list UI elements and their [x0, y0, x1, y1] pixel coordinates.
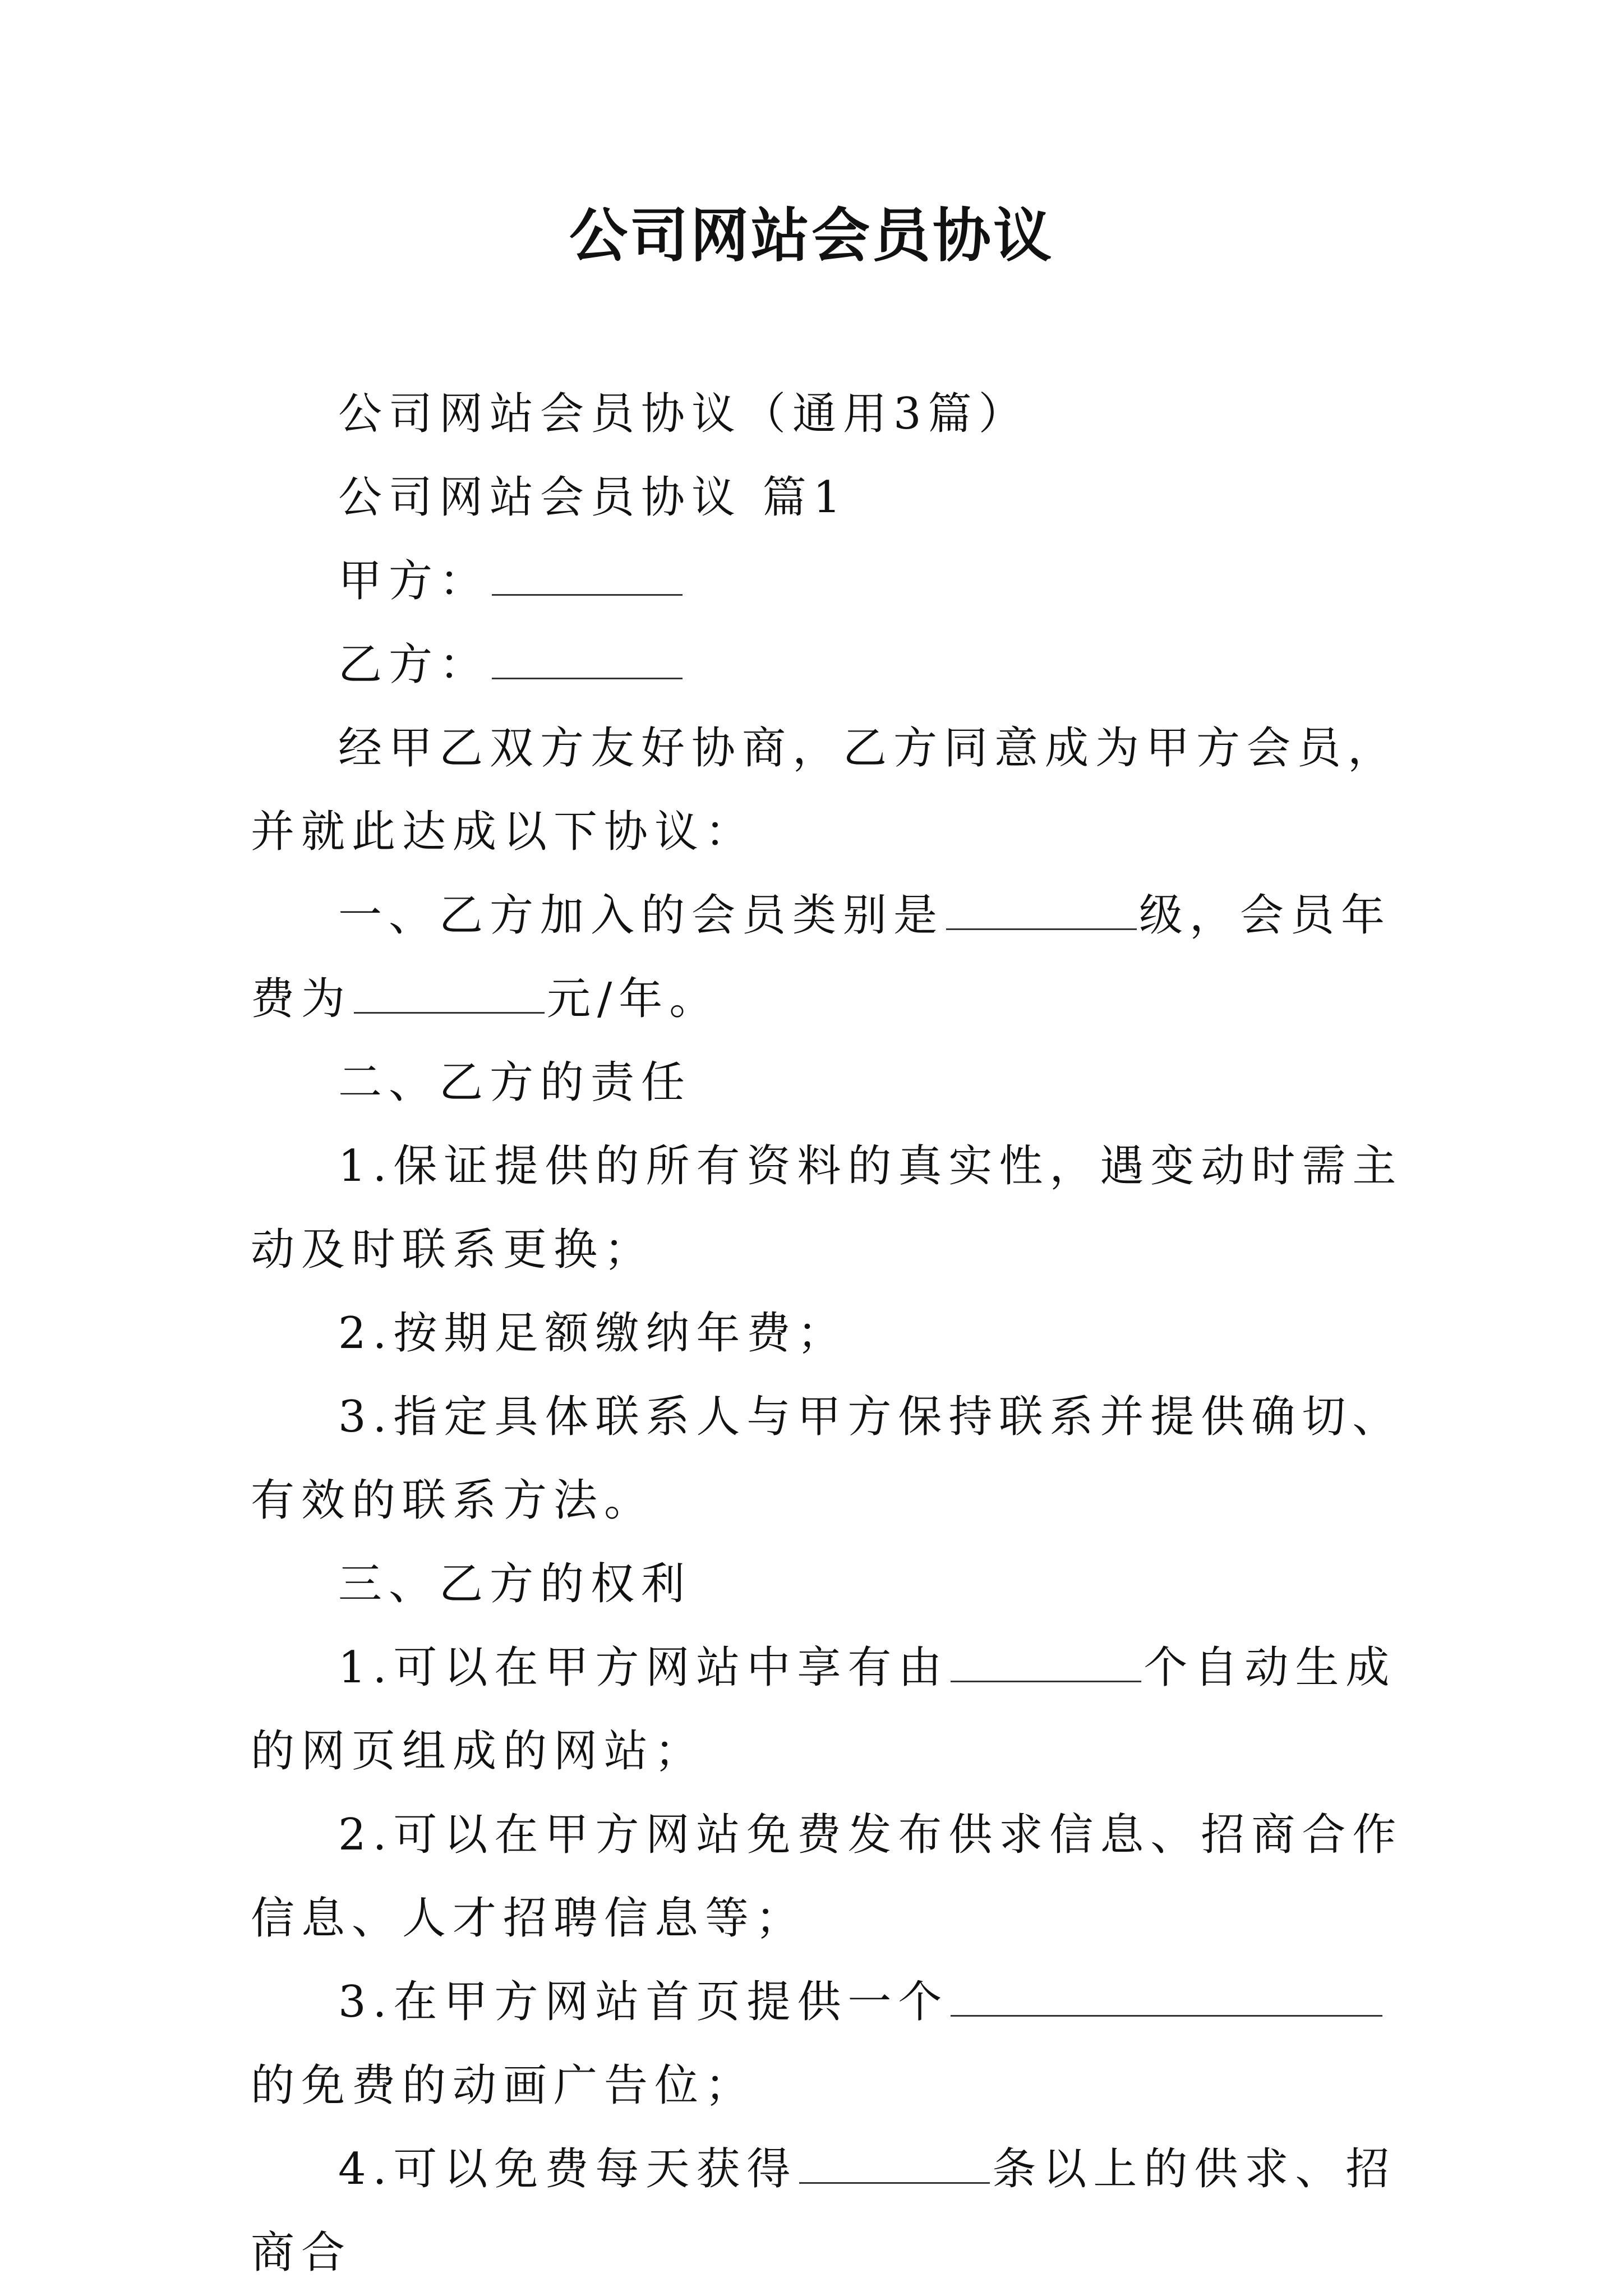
party-b-line	[251, 623, 1406, 707]
clause3-item3-before: 3.在甲方网站首页提供一个	[338, 1977, 949, 2027]
clause3-item4	[251, 2128, 1406, 2295]
party-a-line	[251, 540, 1406, 623]
clause1-before: 一、乙方加入的会员类别是	[338, 890, 944, 941]
clause2-item3: 3.指定具体联系人与甲方保持联系并提供确切、有效的联系方法。	[251, 1392, 1403, 1526]
clause3-item1	[251, 1626, 1406, 1793]
annual-fee-blank	[354, 973, 545, 1014]
clause1-after: 元/年。	[547, 974, 720, 1024]
daily-count-blank	[799, 2143, 990, 2184]
membership-level-blank	[946, 889, 1137, 930]
party-b-label: 乙方：	[338, 639, 490, 690]
clause3-item4-before: 4.可以免费每天获得	[338, 2144, 797, 2194]
clause3-item3	[251, 1961, 1406, 2128]
page-count-blank	[951, 1641, 1141, 1682]
clause3-item2: 2.可以在甲方网站免费发布供求信息、招商合作信息、人才招聘信息等；	[251, 1810, 1403, 1944]
clause3-item4-after: 条以上的供求、招商合	[251, 2144, 1396, 2278]
clause3-item3-after: 的免费的动画广告位；	[251, 2060, 756, 2111]
clause1-middle: 级，会员年费为	[251, 890, 1392, 1024]
party-a-label: 甲方：	[338, 556, 490, 606]
clause1-paragraph	[251, 874, 1406, 1041]
clause3-item1-after: 个自动生成的网页组成的网站；	[251, 1642, 1396, 1777]
party-b-blank	[492, 638, 683, 679]
clause2-item1: 1.保证提供的所有资料的真实性，遇变动时需主动及时联系更换；	[251, 1141, 1403, 1275]
ad-slot-blank	[951, 1976, 1382, 2017]
clause3-item1-before: 1.可以在甲方网站中享有由	[338, 1642, 949, 1693]
clause3-heading: 三、乙方的权利	[338, 1559, 692, 1609]
intro-paragraph: 经甲乙双方友好协商，乙方同意成为甲方会员，并就此达成以下协议：	[251, 723, 1399, 857]
section-heading: 公司网站会员协议 篇1	[338, 472, 848, 523]
document-body	[251, 372, 1406, 2295]
document-subtitle: 公司网站会员协议（通用3篇）	[338, 389, 1029, 439]
document-title: 公司网站会员协议	[569, 201, 1054, 270]
party-a-blank	[492, 555, 683, 596]
clause2-heading: 二、乙方的责任	[338, 1057, 692, 1108]
clause2-item2: 2.按期足额缴纳年费；	[338, 1308, 848, 1359]
